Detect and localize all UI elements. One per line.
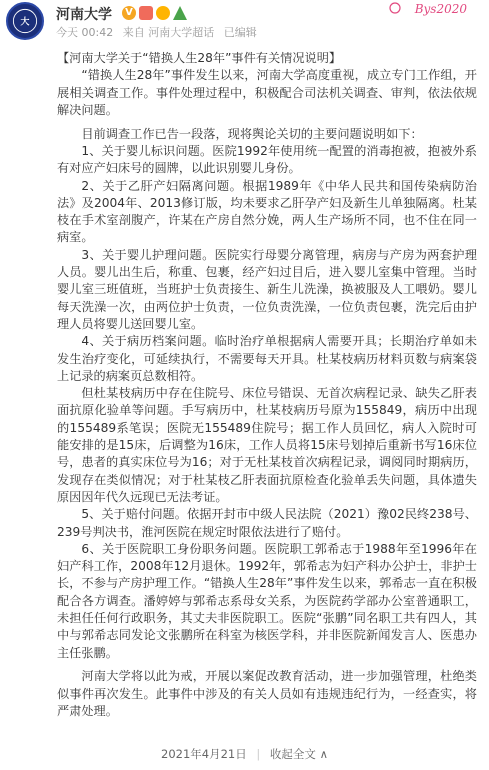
star-icon[interactable] (156, 6, 170, 20)
university-seal-icon (8, 4, 42, 38)
edited-label[interactable]: 已编辑 (223, 26, 257, 39)
post-paragraph: “错换人生28年”事件发生以来，河南大学高度重视，成立专门工作组，开展相关调查工作。事件处理过程中，积极配合司法机关调查、审判，依法依规解决问题。 (57, 68, 477, 117)
post-paragraph: 5、关于赔付问题。依据开封市中级人民法院（2021）豫02民终238号、239号判决书，淮河医院在规定时限依法进行了赔付。 (57, 507, 477, 539)
collapse-label[interactable]: 收起全文 (269, 747, 316, 761)
post-date: 2021年4月21日 (161, 747, 247, 761)
watermark-text: Bys2020 (414, 2, 467, 16)
gift-icon[interactable] (139, 6, 153, 20)
post-paragraph: 2、关于乙肝产妇隔离问题。根据1989年《中华人民共和国传染病防治法》及2004年、2013修订版，均未要求乙肝孕产妇及新生儿单独隔离。杜某枝在手术室剖腹产，许某在产房自然分娩，两人生产场所不同，也不住在同一病室。 (57, 178, 477, 245)
post-paragraph: 3、关于婴儿护理问题。医院实行母婴分离管理，病房与产房为两套护理人员。婴儿出生后，称重、包裹，经产妇过目后，进入婴儿室集中管理。当时婴儿室三班值班，当班护士负责接生、新生儿洗澡，换被服及人工喂奶。婴儿每天洗澡一次，由两位护士负责，一位负责洗澡，一位负责包裹，洗完后由护理人员将婴儿送回婴儿室。 (57, 247, 477, 331)
post-paragraph: 目前调查工作已告一段落，现将舆论关切的主要问题说明如下： (81, 126, 423, 141)
post-meta (56, 24, 263, 40)
post-paragraph: 6、关于医院职工身份职务问题。医院职工郭希志于1988年至1996年在妇产科工作，2008年12月退休。1992年，郭希志为妇产科办公护士，非护士长，不参与产房护理工作。“错换人生28年”事件发生以来，郭希志一直在积极配合各方调查。潘婷婷与郭希志系母女关系，为医院药学部办公室普通职工，未担任任何行政职务，其丈夫非医院职工。医院“张鹏”同名职工共有四人，其中与郭希志同发论文张鹏所在科室为核医学科，并非医院新闻发言人、医患办主任张鹏。 (57, 541, 477, 660)
post-paragraph: 4、关于病历档案问题。临时治疗单根据病人需要开具；长期治疗单如未发生治疗变化，可延续执行，不需要每天开具。杜某枝病历材料页数与病案袋上记录的病案页总数相符。 (57, 334, 477, 383)
badge-row (122, 5, 187, 21)
post-footer (0, 746, 489, 762)
post-paragraph: 1、关于婴儿标识问题。医院1992年使用统一配置的消毒抱被，抱被外系有对应产妇床号的圆牌，以此识别婴儿身份。 (57, 143, 477, 176)
svg-text:大: 大 (20, 17, 30, 28)
post-header (0, 0, 489, 44)
post-title: 【河南大学关于“错换人生28年”事件有关情况说明】 (57, 51, 342, 65)
collapse-full-text-button[interactable] (270, 747, 328, 761)
post-time: 今天 00:42 (56, 26, 114, 39)
chevron-up-icon[interactable]: ∧ (319, 747, 328, 761)
avatar[interactable] (6, 2, 44, 40)
account-name[interactable]: 河南大学 (56, 7, 112, 23)
tree-icon[interactable] (173, 6, 187, 20)
verified-v-icon: V (122, 6, 136, 20)
watermark-icon (389, 2, 401, 14)
post-body (57, 50, 477, 720)
footer-separator: | (256, 747, 261, 761)
post-paragraph: 河南大学将以此为戒，开展以案促改教育活动，进一步加强管理，杜绝类似事件再次发生。此事件中涉及的有关人员如有违规违纪行为，一经查实，将严肃处理。 (57, 669, 477, 718)
post-paragraph: 但杜某枝病历中存在住院号、床位号错误、无首次病程记录、缺失乙肝表面抗原化验单等问题。手写病历中，杜某枝病历号原为155849，病历中出现的155489系笔误；医院无155489住院号；据工作人员回忆，病人入院时可能安排的是15床，后调整为16床，工作人员将15床号划掉后重新书写16床位号，患者的真实床位号为16；对于无杜某枝首次病程记录，调阅同时期病历，发现存在类似情况；对于杜某枝乙肝表面抗原检查化验单丢失问题，具体遗失原因因年代久远现已无法考证。 (57, 386, 477, 504)
post-source[interactable]: 来自 河南大学超话 (122, 26, 215, 39)
